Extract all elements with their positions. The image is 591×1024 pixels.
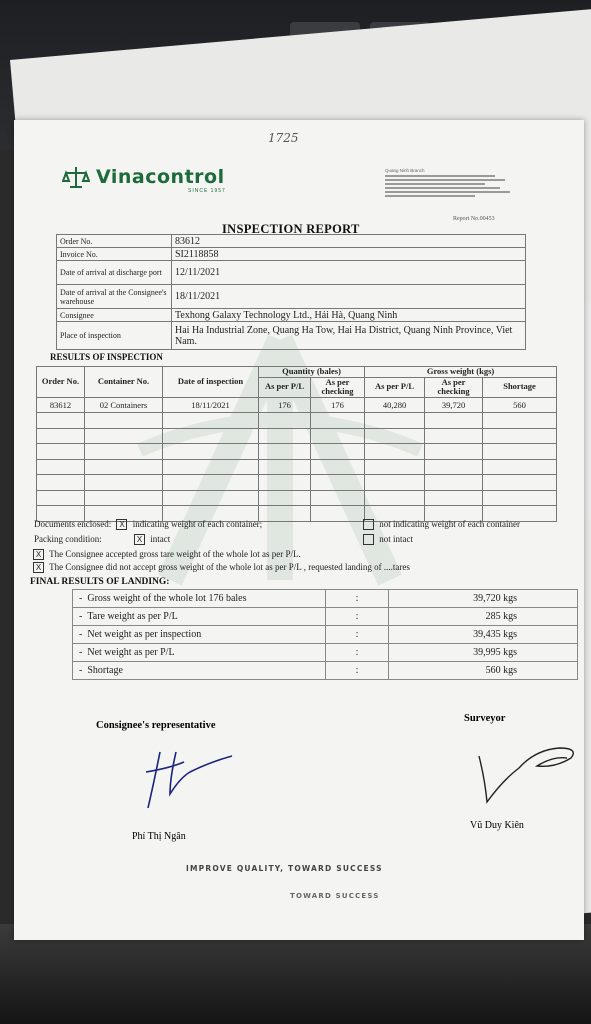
final-results-table xyxy=(72,589,578,680)
final-row xyxy=(73,662,578,680)
final-label: Tare weight as per P/L xyxy=(87,611,178,622)
company-logo xyxy=(62,165,225,189)
cell-gw-check: 39,720 xyxy=(425,397,483,413)
arrival-port-label: Date of arrival at discharge port xyxy=(57,261,172,285)
results-header-row xyxy=(37,367,557,378)
info-row xyxy=(57,285,526,309)
header-container-no: Container No. xyxy=(85,367,163,398)
colon: : xyxy=(326,662,389,680)
not-intact-row xyxy=(360,534,413,545)
cell-qty-pl: 176 xyxy=(259,397,311,413)
not-intact-label: not intact xyxy=(379,534,413,544)
scales-icon xyxy=(62,165,90,189)
empty-row xyxy=(37,490,557,506)
final-row xyxy=(73,608,578,626)
empty-row xyxy=(37,413,557,429)
bullet: - xyxy=(79,665,83,676)
final-row xyxy=(73,590,578,608)
header-order-no: Order No. xyxy=(37,367,85,398)
packing-label: Packing condition: xyxy=(34,534,102,544)
not-indicating-row xyxy=(360,519,520,530)
bullet: - xyxy=(79,647,83,658)
not-indicating-label: not indicating weight of each container xyxy=(379,519,520,529)
final-label: Gross weight of the whole lot 176 bales xyxy=(87,593,247,604)
consignee-signature xyxy=(140,742,240,812)
empty-row xyxy=(37,428,557,444)
empty-row xyxy=(37,444,557,460)
packing-row xyxy=(34,534,170,545)
arrival-warehouse-value: 18/11/2021 xyxy=(172,285,526,309)
report-number: Report No.00453 xyxy=(453,216,495,222)
header-qty-pl: As per P/L xyxy=(259,377,311,397)
address-header: Quang Ninh Branch xyxy=(385,168,425,173)
info-row xyxy=(57,248,526,261)
report-title: INSPECTION REPORT xyxy=(222,222,360,236)
bullet: - xyxy=(79,593,83,604)
company-address xyxy=(385,168,515,199)
consignee-name: Phí Thị Ngân xyxy=(132,831,186,842)
info-row xyxy=(57,261,526,285)
not-indicating-checkbox xyxy=(363,519,374,530)
documents-row xyxy=(34,519,262,530)
order-no-value: 83612 xyxy=(172,235,526,248)
consignee-label: Consignee xyxy=(57,309,172,322)
info-row xyxy=(57,235,526,248)
arrival-port-value: 12/11/2021 xyxy=(172,261,526,285)
final-label: Shortage xyxy=(87,665,123,676)
final-results-title: FINAL RESULTS OF LANDING: xyxy=(30,577,170,587)
info-row xyxy=(57,322,526,350)
final-value: 39,435 kgs xyxy=(389,626,578,644)
colon: : xyxy=(326,644,389,662)
results-table xyxy=(36,366,557,522)
handwritten-note: 1725 xyxy=(268,131,299,145)
info-row xyxy=(57,309,526,322)
cell-container-no: 02 Containers xyxy=(85,397,163,413)
final-row xyxy=(73,626,578,644)
intact-label: intact xyxy=(150,534,171,544)
company-name: Vinacontrol xyxy=(96,166,225,188)
cell-date: 18/11/2021 xyxy=(163,397,259,413)
header-date: Date of inspection xyxy=(163,367,259,398)
not-intact-checkbox xyxy=(363,534,374,545)
accepted-checkbox: X xyxy=(33,549,44,560)
order-info-table xyxy=(56,234,526,350)
header-gross-weight: Gross weight (kgs) xyxy=(365,367,557,378)
results-section-title: RESULTS OF INSPECTION xyxy=(50,352,163,362)
final-value: 39,720 kgs xyxy=(389,590,578,608)
header-gw-check: As per checking xyxy=(425,377,483,397)
surveyor-title: Surveyor xyxy=(464,713,506,724)
not-accepted-label: The Consignee did not accept gross weight of the whole lot as per P/L , requested landing of ....tares xyxy=(49,562,410,572)
cell-qty-check: 176 xyxy=(311,397,365,413)
accepted-label: The Consignee accepted gross tare weight of the whole lot as per P/L. xyxy=(49,549,301,559)
documents-label: Documents enclosed: xyxy=(34,519,112,529)
final-value: 560 kgs xyxy=(389,662,578,680)
final-label: Net weight as per inspection xyxy=(87,629,202,640)
arrival-warehouse-label: Date of arrival at the Consignee's warehouse xyxy=(57,285,172,309)
table-row xyxy=(37,397,557,413)
surveyor-name: Vũ Duy Kiên xyxy=(470,820,524,831)
cell-shortage: 560 xyxy=(483,397,557,413)
company-motto: IMPROVE QUALITY, TOWARD SUCCESS xyxy=(186,864,383,873)
company-motto-back: TOWARD SUCCESS xyxy=(290,892,380,900)
empty-row xyxy=(37,475,557,491)
colon: : xyxy=(326,608,389,626)
colon: : xyxy=(326,590,389,608)
final-label: Net weight as per P/L xyxy=(87,647,175,658)
not-accepted-row xyxy=(30,562,410,573)
consignee-rep-title: Consignee's representative xyxy=(96,720,216,731)
final-value: 39,995 kgs xyxy=(389,644,578,662)
place-value: Hai Ha Industrial Zone, Quang Ha Tow, Hai Ha District, Quang Ninh Province, Viet Nam. xyxy=(172,322,526,350)
colon: : xyxy=(326,626,389,644)
empty-row xyxy=(37,459,557,475)
final-row xyxy=(73,644,578,662)
order-no-label: Order No. xyxy=(57,235,172,248)
intact-checkbox: X xyxy=(134,534,145,545)
header-shortage: Shortage xyxy=(483,377,557,397)
final-value: 285 kgs xyxy=(389,608,578,626)
indicating-label: indicating weight of each container; xyxy=(132,519,263,529)
consignee-value: Texhong Galaxy Technology Ltd., Hải Hà, Quang Ninh xyxy=(172,309,526,322)
company-since: SINCE 1957 xyxy=(188,188,226,194)
bullet: - xyxy=(79,611,83,622)
cell-gw-pl: 40,280 xyxy=(365,397,425,413)
header-gw-pl: As per P/L xyxy=(365,377,425,397)
surveyor-signature xyxy=(475,740,585,810)
not-accepted-checkbox: X xyxy=(33,562,44,573)
header-qty-check: As per checking xyxy=(311,377,365,397)
accepted-row xyxy=(30,549,301,560)
invoice-no-value: SI2118858 xyxy=(172,248,526,261)
place-label: Place of inspection xyxy=(57,322,172,350)
invoice-no-label: Invoice No. xyxy=(57,248,172,261)
bullet: - xyxy=(79,629,83,640)
cell-order-no: 83612 xyxy=(37,397,85,413)
header-quantity: Quantity (bales) xyxy=(259,367,365,378)
indicating-checkbox: X xyxy=(116,519,127,530)
